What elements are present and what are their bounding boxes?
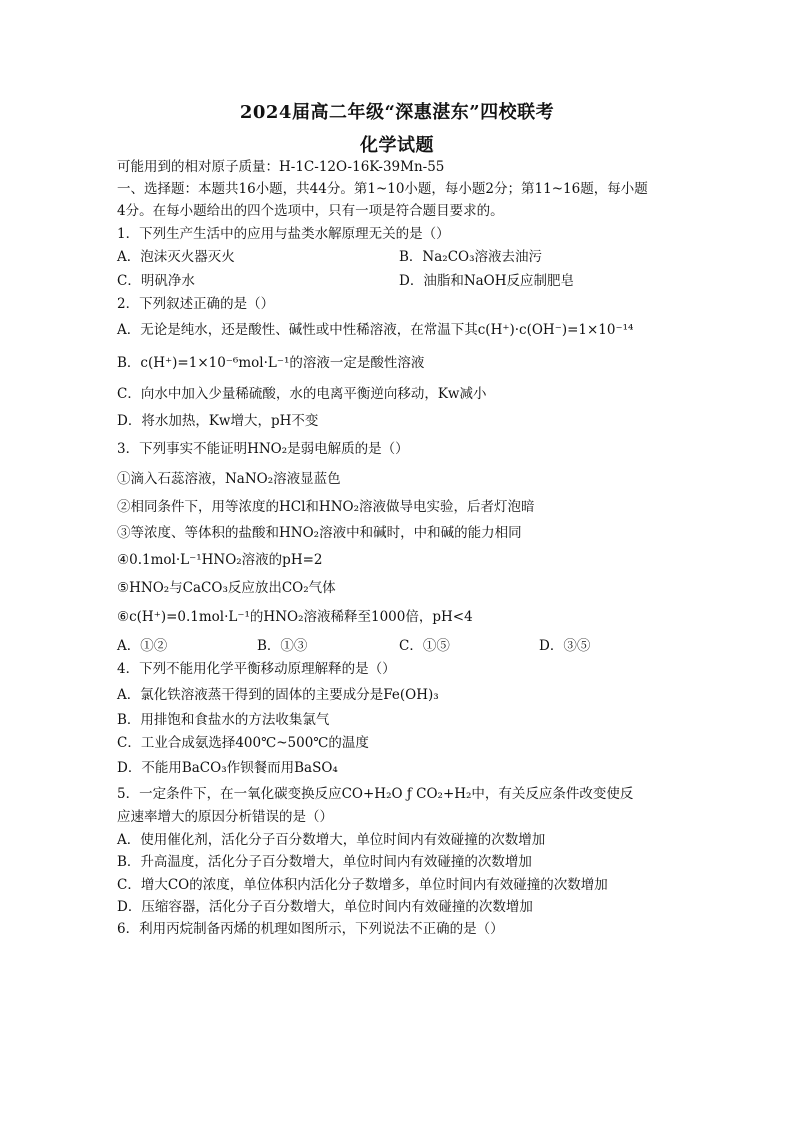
q4-option-b: B．用排饱和食盐水的方法收集氯气 [117, 712, 330, 728]
section-instructions-2: 4分。在每小题给出的四个选项中，只有一项是符合题目要求的。 [117, 203, 504, 219]
q5-stem-line-2: 应速率增大的原因分析错误的是（） [117, 809, 333, 825]
q4-option-c: C．工业合成氨选择400℃~500℃的温度 [117, 735, 369, 751]
q4-stem: 4．下列不能用化学平衡移动原理解释的是（） [117, 661, 396, 677]
q1-option-c: C．明矾净水 [117, 273, 195, 289]
q5-option-a: A．使用催化剂，活化分子百分数增大，单位时间内有效碰撞的次数增加 [117, 832, 546, 848]
q2-stem: 2．下列叙述正确的是（） [117, 296, 275, 312]
q2-option-c: C．向水中加入少量稀硫酸，水的电离平衡逆向移动，Kw减小 [117, 386, 487, 402]
q1-option-b: B．Na₂CO₃溶液去油污 [399, 249, 543, 265]
q4-option-d: D．不能用BaCO₃作钡餐而用BaSO₄ [117, 760, 338, 776]
q3-statement-6: ⑥c(H⁺)=0.1mol·L⁻¹的HNO₂溶液稀释至1000倍，pH<4 [117, 609, 473, 625]
q4-option-a: A．氯化铁溶液蒸干得到的固体的主要成分是Fe(OH)₃ [117, 687, 439, 703]
q3-statement-1: ①滴入石蕊溶液，NaNO₂溶液显蓝色 [117, 471, 341, 487]
atomic-mass-note: 可能用到的相对原子质量：H-1C-12O-16K-39Mn-55 [117, 159, 445, 175]
q3-statement-3: ③等浓度、等体积的盐酸和HNO₂溶液中和碱时，中和碱的能力相同 [117, 525, 522, 541]
q5-option-b: B．升高温度，活化分子百分数增大，单位时间内有效碰撞的次数增加 [117, 854, 532, 870]
q2-option-b: B．c(H⁺)=1×10⁻⁶mol·L⁻¹的溶液一定是酸性溶液 [117, 355, 425, 371]
exam-title: 2024届高二年级“深惠湛东”四校联考 [239, 102, 555, 123]
exam-subtitle: 化学试题 [360, 135, 434, 156]
q1-option-a: A．泡沫灭火器灭火 [117, 249, 235, 265]
q2-option-d: D．将水加热，Kw增大，pH不变 [117, 413, 319, 429]
q3-statement-2: ②相同条件下，用等浓度的HCl和HNO₂溶液做导电实验，后者灯泡暗 [117, 499, 535, 515]
section-instructions-1: 一、选择题：本题共16小题，共44分。第1~10小题，每小题2分；第11~16题，每小题 [117, 181, 648, 197]
q1-stem: 1．下列生产生活中的应用与盐类水解原理无关的是（） [117, 226, 450, 242]
q2-option-a: A．无论是纯水，还是酸性、碱性或中性稀溶液，在常温下其c(H⁺)·c(OH⁻)=1×10⁻¹⁴ [117, 322, 634, 338]
q6-stem: 6．利用丙烷制备丙烯的机理如图所示，下列说法不正确的是（） [117, 921, 504, 937]
q3-option-d: D．③⑤ [539, 638, 591, 654]
q3-statement-4: ④0.1mol·L⁻¹HNO₂溶液的pH=2 [117, 552, 323, 568]
q3-statement-5: ⑤HNO₂与CaCO₃反应放出CO₂气体 [117, 580, 336, 596]
q3-option-c: C．①⑤ [399, 638, 450, 654]
q3-option-a: A．①② [117, 638, 168, 654]
q5-option-c: C．增大CO的浓度，单位体积内活化分子数增多，单位时间内有效碰撞的次数增加 [117, 877, 608, 893]
q5-stem-line-1: 5．一定条件下，在一氧化碳变换反应CO+H₂O ƒ CO₂+H₂中，有关反应条件改变使反 [117, 786, 634, 802]
q3-stem: 3．下列事实不能证明HNO₂是弱电解质的是（） [117, 441, 409, 457]
q3-option-b: B．①③ [257, 638, 308, 654]
q1-option-d: D．油脂和NaOH反应制肥皂 [399, 273, 575, 289]
q5-option-d: D．压缩容器，活化分子百分数增大，单位时间内有效碰撞的次数增加 [117, 899, 533, 915]
